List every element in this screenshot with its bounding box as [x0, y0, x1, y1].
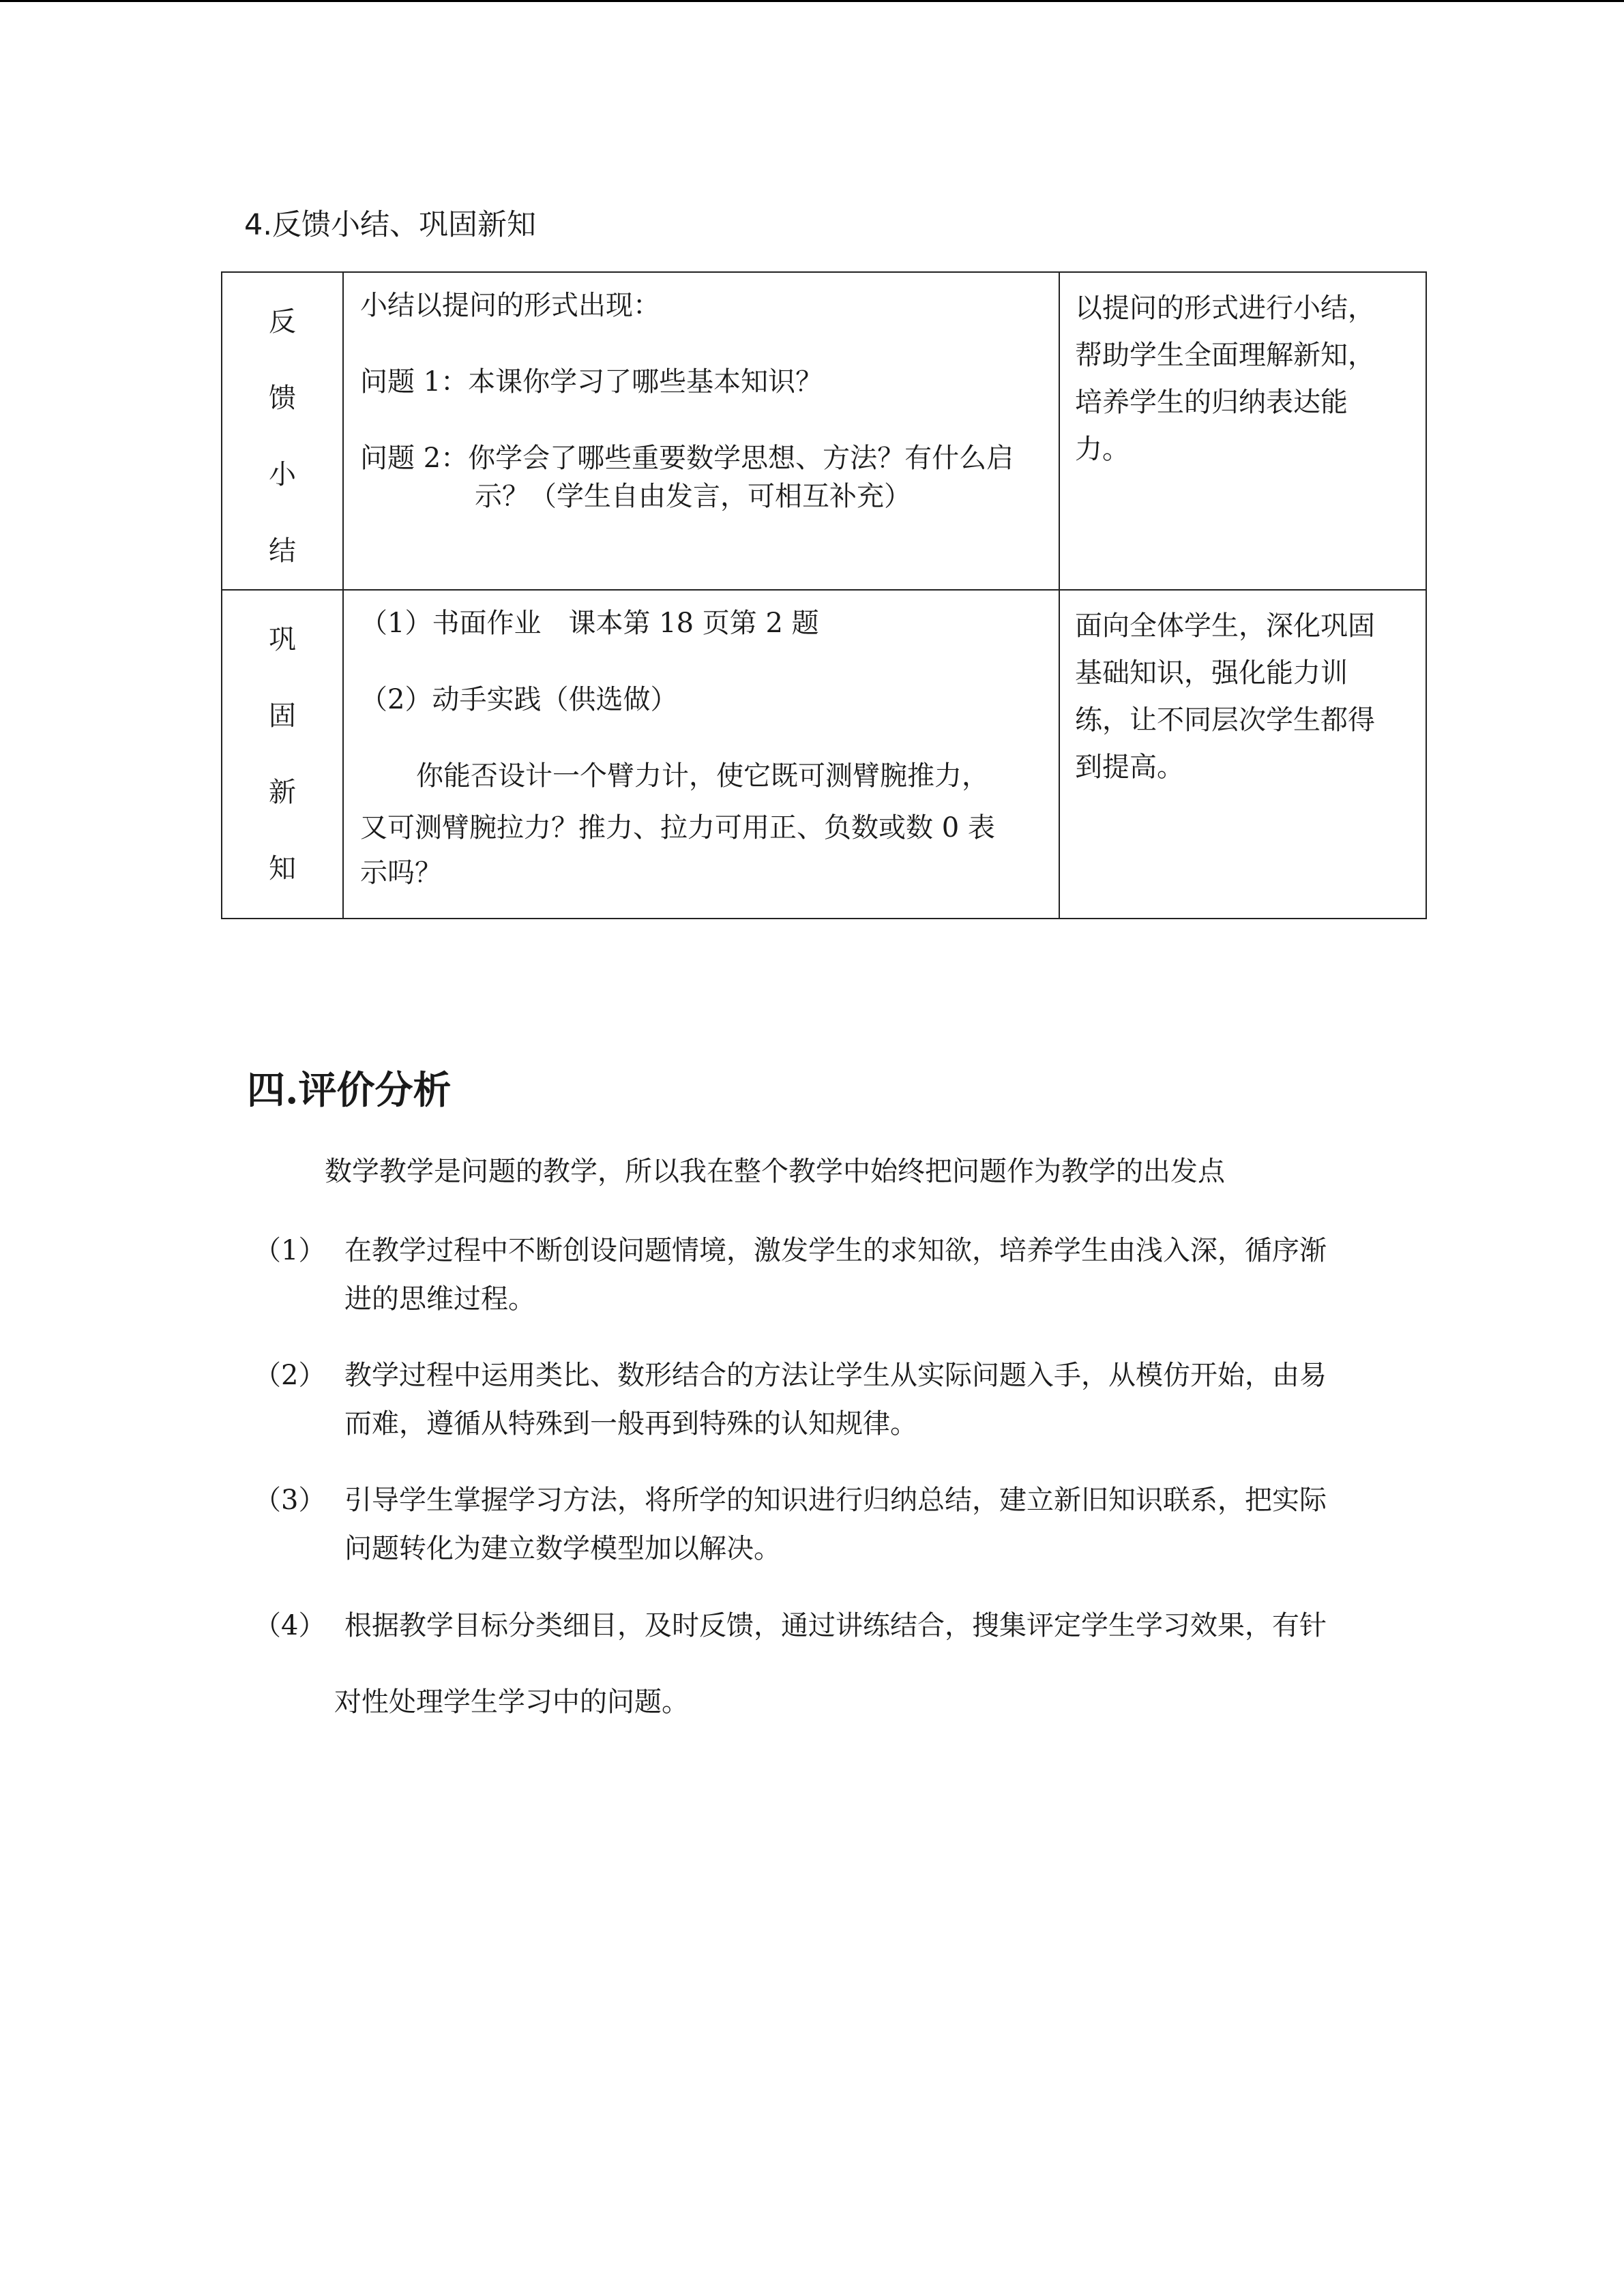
- list-item-line: 根据教学目标分类细目，及时反馈，通过讲练结合，搜集评定学生学习效果，有针: [344, 1610, 1327, 1641]
- note-line: 培养学生的归纳表达能: [1075, 387, 1348, 418]
- row-label-cell: [222, 272, 343, 590]
- note-line: 练，让不同层次学生都得: [1075, 704, 1375, 736]
- row-label-cell: [222, 590, 343, 919]
- content-line: 示？（学生自由发言，可相互补充）: [475, 481, 911, 512]
- row-label-char: 结: [269, 535, 296, 567]
- row-label-char: 巩: [269, 624, 296, 655]
- content-line: （1）书面作业 课本第 18 页第 2 题: [360, 608, 819, 639]
- list-item-line: 进的思维过程。: [344, 1283, 535, 1315]
- note-cell: [1059, 590, 1426, 919]
- list-item-line: 引导学生掌握学习方法，将所学的知识进行归纳总结，建立新旧知识联系，把实际: [344, 1485, 1327, 1516]
- page-top-border: [0, 0, 1624, 2]
- row-label-char: 小: [269, 459, 296, 490]
- list-item-line: 教学过程中运用类比、数形结合的方法让学生从实际问题入手，从模仿开始，由易: [344, 1360, 1327, 1391]
- row-label-char: 新: [269, 777, 296, 808]
- list-item-number: （4）: [254, 1610, 326, 1641]
- content-line: 问题 2：你学会了哪些重要数学思想、方法？有什么启: [360, 443, 1014, 474]
- row-label-char: 固: [269, 700, 296, 732]
- table-row: [222, 272, 1426, 590]
- content-line: 小结以提问的形式出现：: [360, 290, 660, 321]
- content-line: （2）动手实践（供选做）: [360, 684, 678, 715]
- row-label-char: 知: [269, 853, 296, 884]
- note-line: 到提高。: [1075, 751, 1184, 783]
- list-item-line: 而难，遵循从特殊到一般再到特殊的认知规律。: [344, 1408, 917, 1440]
- content-line: 你能否设计一个臂力计，使它既可测臂腕推力，: [416, 760, 989, 792]
- section-heading: 4.反馈小结、巩固新知: [244, 208, 537, 242]
- list-item-line: 问题转化为建立数学模型加以解决。: [344, 1533, 781, 1564]
- content-cell: [343, 590, 1059, 919]
- evaluation-heading: 四.评价分析: [247, 1068, 452, 1113]
- list-item-number: （2）: [254, 1360, 326, 1391]
- row-label-char: 馈: [269, 383, 296, 414]
- note-line: 面向全体学生，深化巩固: [1075, 610, 1375, 642]
- content-line: 又可测臂腕拉力？推力、拉力可用正、负数或数 0 表: [360, 812, 995, 844]
- list-item-number: （3）: [254, 1485, 326, 1516]
- table-row: [222, 590, 1426, 919]
- list-item-number: （1）: [254, 1235, 326, 1266]
- content-cell: [343, 272, 1059, 590]
- lesson-table: [221, 271, 1427, 919]
- list-item-line: 在教学过程中不断创设问题情境，激发学生的求知欲，培养学生由浅入深，循序渐: [344, 1235, 1327, 1266]
- content-line: 问题 1：本课你学习了哪些基本知识？: [360, 366, 823, 398]
- note-line: 以提问的形式进行小结，: [1075, 293, 1375, 324]
- note-cell: [1059, 272, 1426, 590]
- row-label-char: 反: [269, 306, 296, 338]
- note-line: 帮助学生全面理解新知，: [1075, 340, 1375, 371]
- content-line: 示吗？: [360, 857, 442, 889]
- evaluation-intro: 数学教学是问题的教学，所以我在整个教学中始终把问题作为教学的出发点: [325, 1156, 1225, 1187]
- note-line: 力。: [1075, 434, 1130, 465]
- note-line: 基础知识，强化能力训: [1075, 657, 1348, 689]
- list-item-line: 对性处理学生学习中的问题。: [334, 1686, 689, 1718]
